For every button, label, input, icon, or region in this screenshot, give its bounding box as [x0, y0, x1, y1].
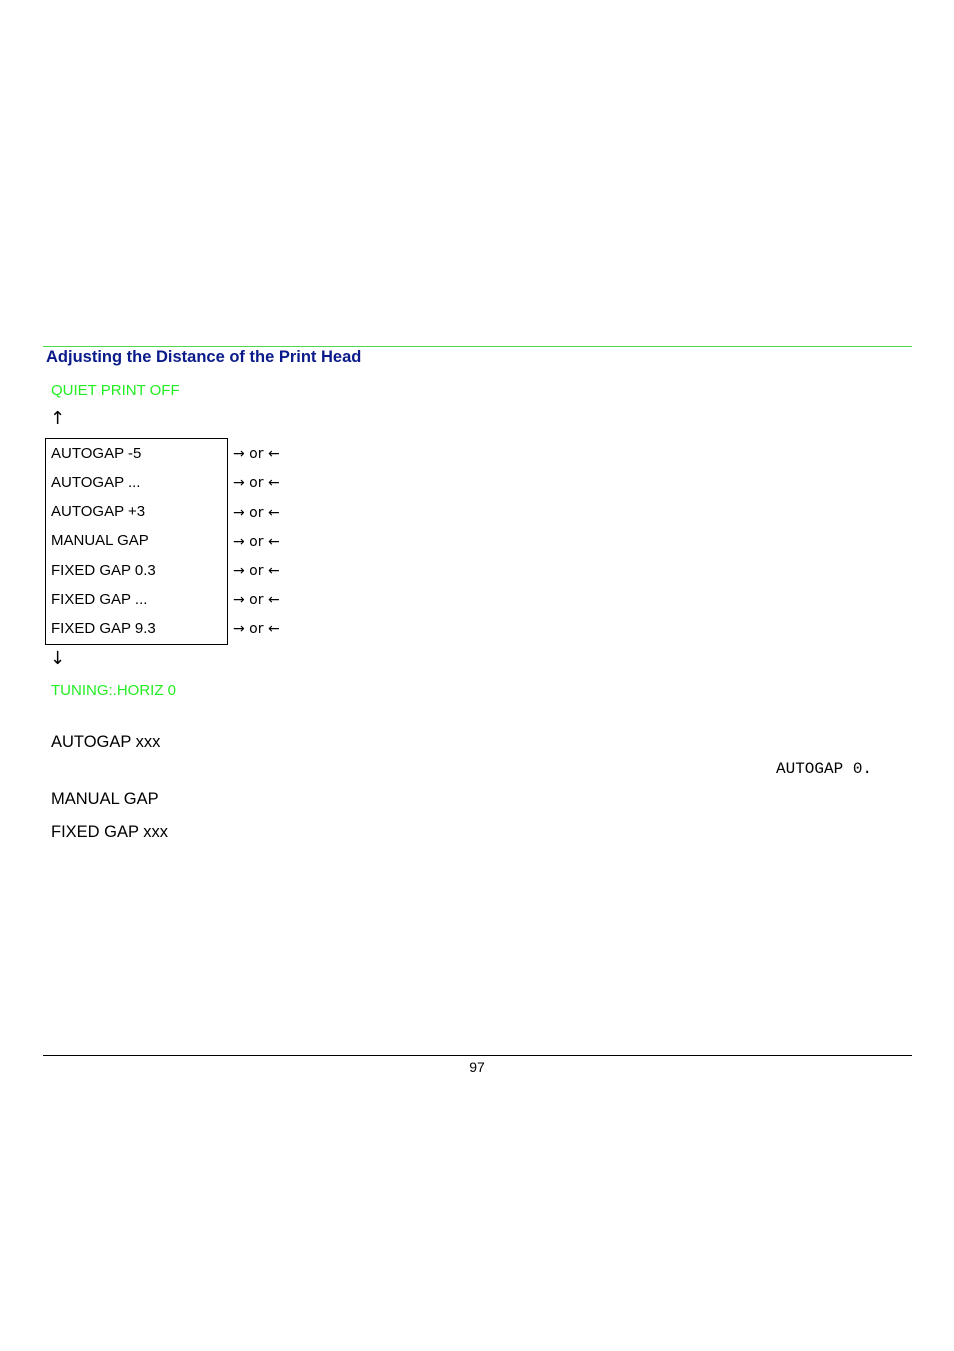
autogap-description-term: AUTOGAP xxx: [51, 733, 161, 751]
menu-item-nav-keys: → or ←: [233, 621, 280, 637]
previous-setting: QUIET PRINT OFF: [51, 382, 180, 399]
up-arrow-icon: ↑: [50, 408, 66, 429]
fixed-gap-description-term: FIXED GAP xxx: [51, 823, 169, 841]
menu-item-nav-keys: → or ←: [233, 446, 280, 462]
menu-item-fixed-gap-min: FIXED GAP 0.3: [51, 562, 156, 579]
down-arrow-icon: ↓: [50, 648, 66, 669]
menu-item-nav-keys: → or ←: [233, 534, 280, 550]
menu-item-nav-keys: → or ←: [233, 505, 280, 521]
menu-item-fixed-gap-range: FIXED GAP ...: [51, 591, 148, 608]
menu-item-autogap-max: AUTOGAP +3: [51, 503, 146, 520]
menu-item-fixed-gap-max: FIXED GAP 9.3: [51, 620, 156, 637]
section-divider: [43, 346, 912, 347]
menu-item-autogap-range: AUTOGAP ...: [51, 474, 141, 491]
menu-item-nav-keys: → or ←: [233, 563, 280, 579]
next-setting: TUNING:.HORIZ 0: [51, 682, 177, 699]
menu-item-autogap-min: AUTOGAP -5: [51, 445, 142, 462]
footer-divider: [43, 1055, 912, 1056]
page-number: 97: [469, 1059, 485, 1075]
manual-gap-description-term: MANUAL GAP: [51, 790, 159, 808]
menu-item-nav-keys: → or ←: [233, 475, 280, 491]
section-title: Adjusting the Distance of the Print Head: [46, 348, 362, 366]
menu-item-manual-gap: MANUAL GAP: [51, 532, 149, 549]
autogap-default-value: AUTOGAP 0.: [776, 760, 873, 778]
menu-item-nav-keys: → or ←: [233, 592, 280, 608]
